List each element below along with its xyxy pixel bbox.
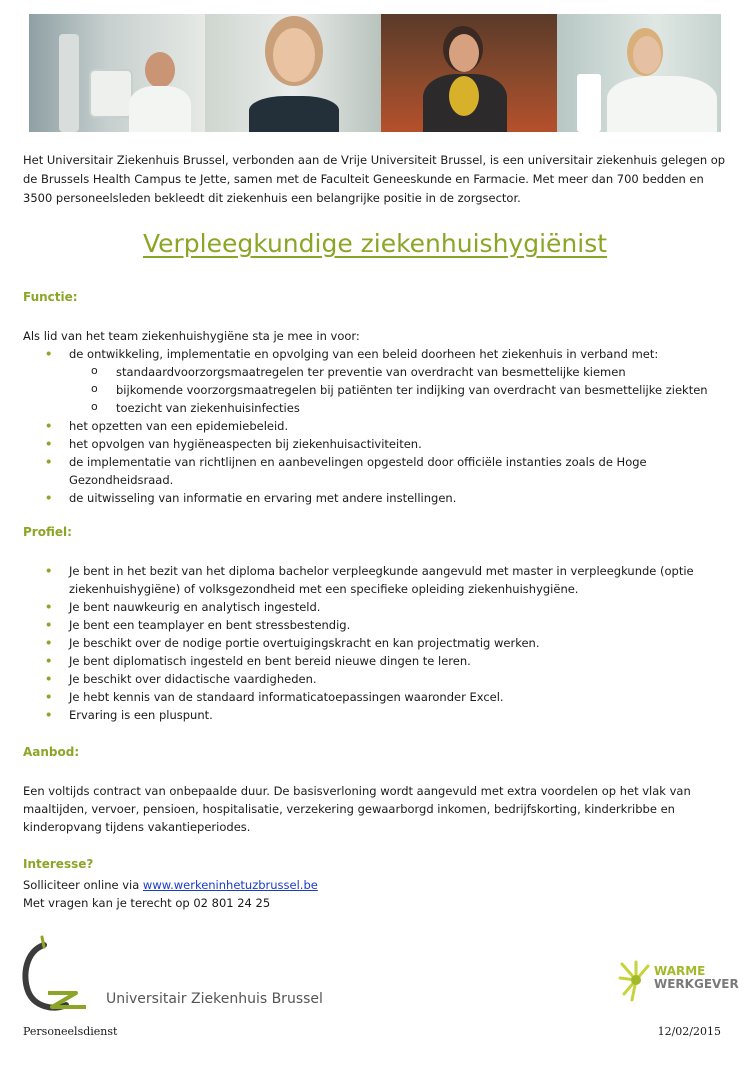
list-item [23, 345, 728, 417]
functie-heading: Functie: [23, 290, 78, 304]
list-item: • Je bent diplomatisch ingesteld en bent bereid nieuwe dingen te leren. [23, 652, 728, 670]
list-item: • Je bent een teamplayer en bent stressbestendig. [23, 616, 728, 634]
list-item: • Je beschikt over de nodige portie overtuigingskracht en kan projectmatig werken. [23, 634, 728, 652]
aanbod-text: Een voltijds contract van onbepaalde duur. De basisverloning wordt aangevuld met extra voordelen op het vlak van maaltijden, vervoer, pensioen, hospitalisatie, verzekering gewaarborgd inkomen, bedrijfskorting, kinderkribbe en kinderopvang tijdens vakantieperiodes. [23, 784, 691, 834]
list-item: • Je bent nauwkeurig en analytisch ingesteld. [23, 598, 728, 616]
apply-prefix: Solliciteer online via [23, 878, 143, 892]
contact-block [23, 876, 318, 912]
list-item: • Ervaring is een pluspunt. [23, 706, 728, 724]
uz-brussel-logo [22, 935, 322, 1015]
footer-date: 12/02/2015 [657, 1025, 721, 1038]
footer-department: Personeelsdienst [23, 1025, 118, 1038]
list-item: • Je beschikt over didactische vaardigheden. [23, 670, 728, 688]
list-item: • Je hebt kennis van de standaard informaticatoepassingen waaronder Excel. [23, 688, 728, 706]
interesse-heading: Interesse? [23, 857, 94, 871]
warme-werkgever-badge [618, 958, 739, 1008]
badge-text [654, 965, 739, 991]
sun-burst-icon [618, 958, 652, 1002]
apply-line [23, 876, 318, 894]
list-item: • het opvolgen van hygiëneaspecten bij ziekenhuisactiviteiten. [23, 435, 728, 453]
functie-item-main: de ontwikkeling, implementatie en opvolging van een beleid doorheen het ziekenhuis in verband met: [69, 347, 659, 361]
photo-smiling-woman [205, 14, 381, 132]
profiel-heading: Profiel: [23, 525, 72, 539]
photo-lab-technician [557, 14, 721, 132]
apply-link[interactable]: www.werkeninhetuzbrussel.be [142, 878, 318, 892]
intro-paragraph: Het Universitair Ziekenhuis Brussel, verbonden aan de Vrije Universiteit Brussel, is een universitair ziekenhuis gelegen op de Brussels Health Campus te Jette, samen met de Faculteit Geneeskunde en Farmacie. Met meer dan 700 bedden en 3500 personeelsleden bekleedt dit ziekenhuis een belangrijke positie in de zorgsector. [23, 153, 726, 205]
list-item: • Je bent in het bezit van het diploma bachelor verpleegkunde aangevuld met master in verpleegkunde (optie ziekenhuishygiëne) of volksgezondheid met een specifieke opleiding ziekenhuishygiëne. [23, 562, 728, 598]
functie-lead: Als lid van het team ziekenhuishygiëne sta je mee in voor: [23, 329, 360, 343]
profiel-list [23, 562, 728, 724]
functie-list [23, 345, 728, 507]
phone-line: Met vragen kan je terecht op 02 801 24 25 [23, 896, 271, 910]
list-item: • de uitwisseling van informatie en ervaring met andere instellingen. [23, 489, 728, 507]
uz-logo-mark-icon [22, 935, 106, 1015]
list-item: • de implementatie van richtlijnen en aanbevelingen opgesteld door officiële instanties zoals de Hoge Gezondheidsraad. [23, 453, 728, 489]
sublist-item: o toezicht van ziekenhuisinfecties [69, 399, 728, 417]
header-photo-banner [29, 14, 721, 132]
functie-sublist [69, 363, 728, 417]
list-item: • het opzetten van een epidemiebeleid. [23, 417, 728, 435]
aanbod-heading: Aanbod: [23, 745, 80, 759]
photo-nurse-with-iv-pump [29, 14, 205, 132]
job-title: Verpleegkundige ziekenhuishygiënist [142, 229, 608, 258]
sublist-item: o standaardvoorzorgsmaatregelen ter preventie van overdracht van besmettelijke kiemen [69, 363, 728, 381]
sublist-item: o bijkomende voorzorgsmaatregelen bij patiënten ter indijking van overdracht van besmettelijke ziekten [69, 381, 728, 399]
photo-woman-auditorium [381, 14, 557, 132]
logo-wordmark: Universitair Ziekenhuis Brussel [106, 991, 323, 1007]
badge-line-werkgever: WERKGEVER [654, 977, 739, 991]
badge-line-warme: WARME [654, 964, 706, 978]
